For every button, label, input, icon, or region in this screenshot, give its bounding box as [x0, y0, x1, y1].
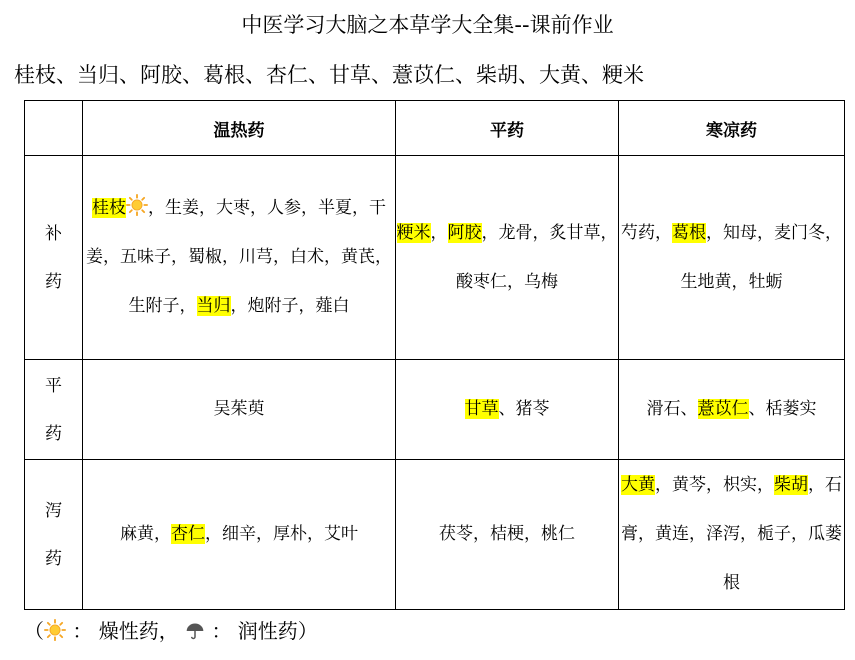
cell-neutral: [396, 360, 619, 460]
herb-text: ，黄芩，枳实，: [655, 475, 774, 495]
legend: [24, 616, 318, 646]
herb-text: ，知母，麦门冬，生地黄，牡蛎: [680, 222, 842, 292]
highlighted-herb: 当归: [196, 296, 231, 316]
header-row: [25, 101, 845, 156]
highlighted-herb: 阿胶: [447, 222, 482, 243]
legend-sep: ：: [211, 619, 232, 643]
cell-warm: [83, 460, 396, 610]
row-label: [25, 460, 83, 610]
umbrella-icon: [185, 621, 205, 641]
row-label-char: 泻: [45, 500, 62, 521]
sun-icon: [44, 619, 66, 641]
page-title: 中医学习大脑之本草学大全集--课前作业: [241, 13, 614, 37]
herb-text: ，龙骨，炙甘草，酸枣仁，乌梅: [456, 222, 618, 292]
herb-text: ，: [430, 222, 448, 243]
table-row: [25, 360, 845, 460]
cell-cold: [619, 460, 845, 610]
cell-warm: [83, 360, 396, 460]
row-label-char: 药: [45, 423, 62, 444]
legend-moist: 润性药）: [237, 619, 318, 643]
header-neutral: 平药: [396, 101, 619, 156]
herb-text: 麻黄，: [120, 524, 171, 544]
legend-dry: 燥性药，: [98, 619, 179, 643]
herb-list: 桂枝、当归、阿胶、葛根、杏仁、甘草、薏苡仁、柴胡、大黄、粳米: [14, 63, 644, 87]
herb-text: 芍药，: [621, 222, 672, 243]
row-label-char: 药: [45, 548, 62, 569]
herb-text: ，生姜，大枣，人参，半夏，干姜，五味子，蜀椒，川芎，白术，黄芪，生附子，: [86, 198, 392, 316]
table-row: [25, 156, 845, 360]
herb-text: 滑石、: [646, 399, 698, 419]
herb-text: ，石膏，黄连，泽泻，栀子，瓜蒌根: [621, 475, 842, 593]
table-row: [25, 460, 845, 610]
highlighted-herb: 薏苡仁: [697, 399, 749, 419]
highlighted-herb: 甘草: [464, 399, 499, 419]
herb-text: 、猪苓: [498, 399, 550, 419]
herb-text: ，炮附子，薤白: [230, 296, 350, 316]
highlighted-herb: 杏仁: [171, 524, 205, 544]
highlighted-herb: 大黄: [621, 475, 655, 495]
header-warm: 温热药: [83, 101, 396, 156]
highlighted-herb: 粳米: [396, 222, 431, 243]
cell-neutral: [396, 156, 619, 360]
row-label-char: 药: [45, 271, 62, 292]
row-label-char: 补: [45, 223, 62, 244]
highlighted-herb: 葛根: [672, 222, 706, 243]
row-label-char: 平: [45, 375, 62, 396]
cell-cold: [619, 156, 845, 360]
herb-text: 茯苓，桔梗，桃仁: [439, 524, 575, 544]
cell-warm: [83, 156, 396, 360]
corner-cell: [25, 101, 83, 156]
row-label: [25, 156, 83, 360]
highlighted-herb: 柴胡: [774, 475, 808, 495]
herb-text: ，细辛，厚朴，艾叶: [205, 524, 358, 544]
herb-text: 、栝蒌实: [748, 399, 817, 419]
herb-text: 吴茱萸: [213, 399, 265, 419]
herb-table: [24, 100, 845, 610]
cell-cold: [619, 360, 845, 460]
row-label: [25, 360, 83, 460]
sun-icon: [126, 198, 148, 218]
highlighted-herb: 桂枝: [92, 198, 126, 218]
cell-neutral: [396, 460, 619, 610]
legend-open: （: [24, 619, 44, 643]
legend-sep: ：: [72, 619, 93, 643]
header-cold: 寒凉药: [619, 101, 845, 156]
